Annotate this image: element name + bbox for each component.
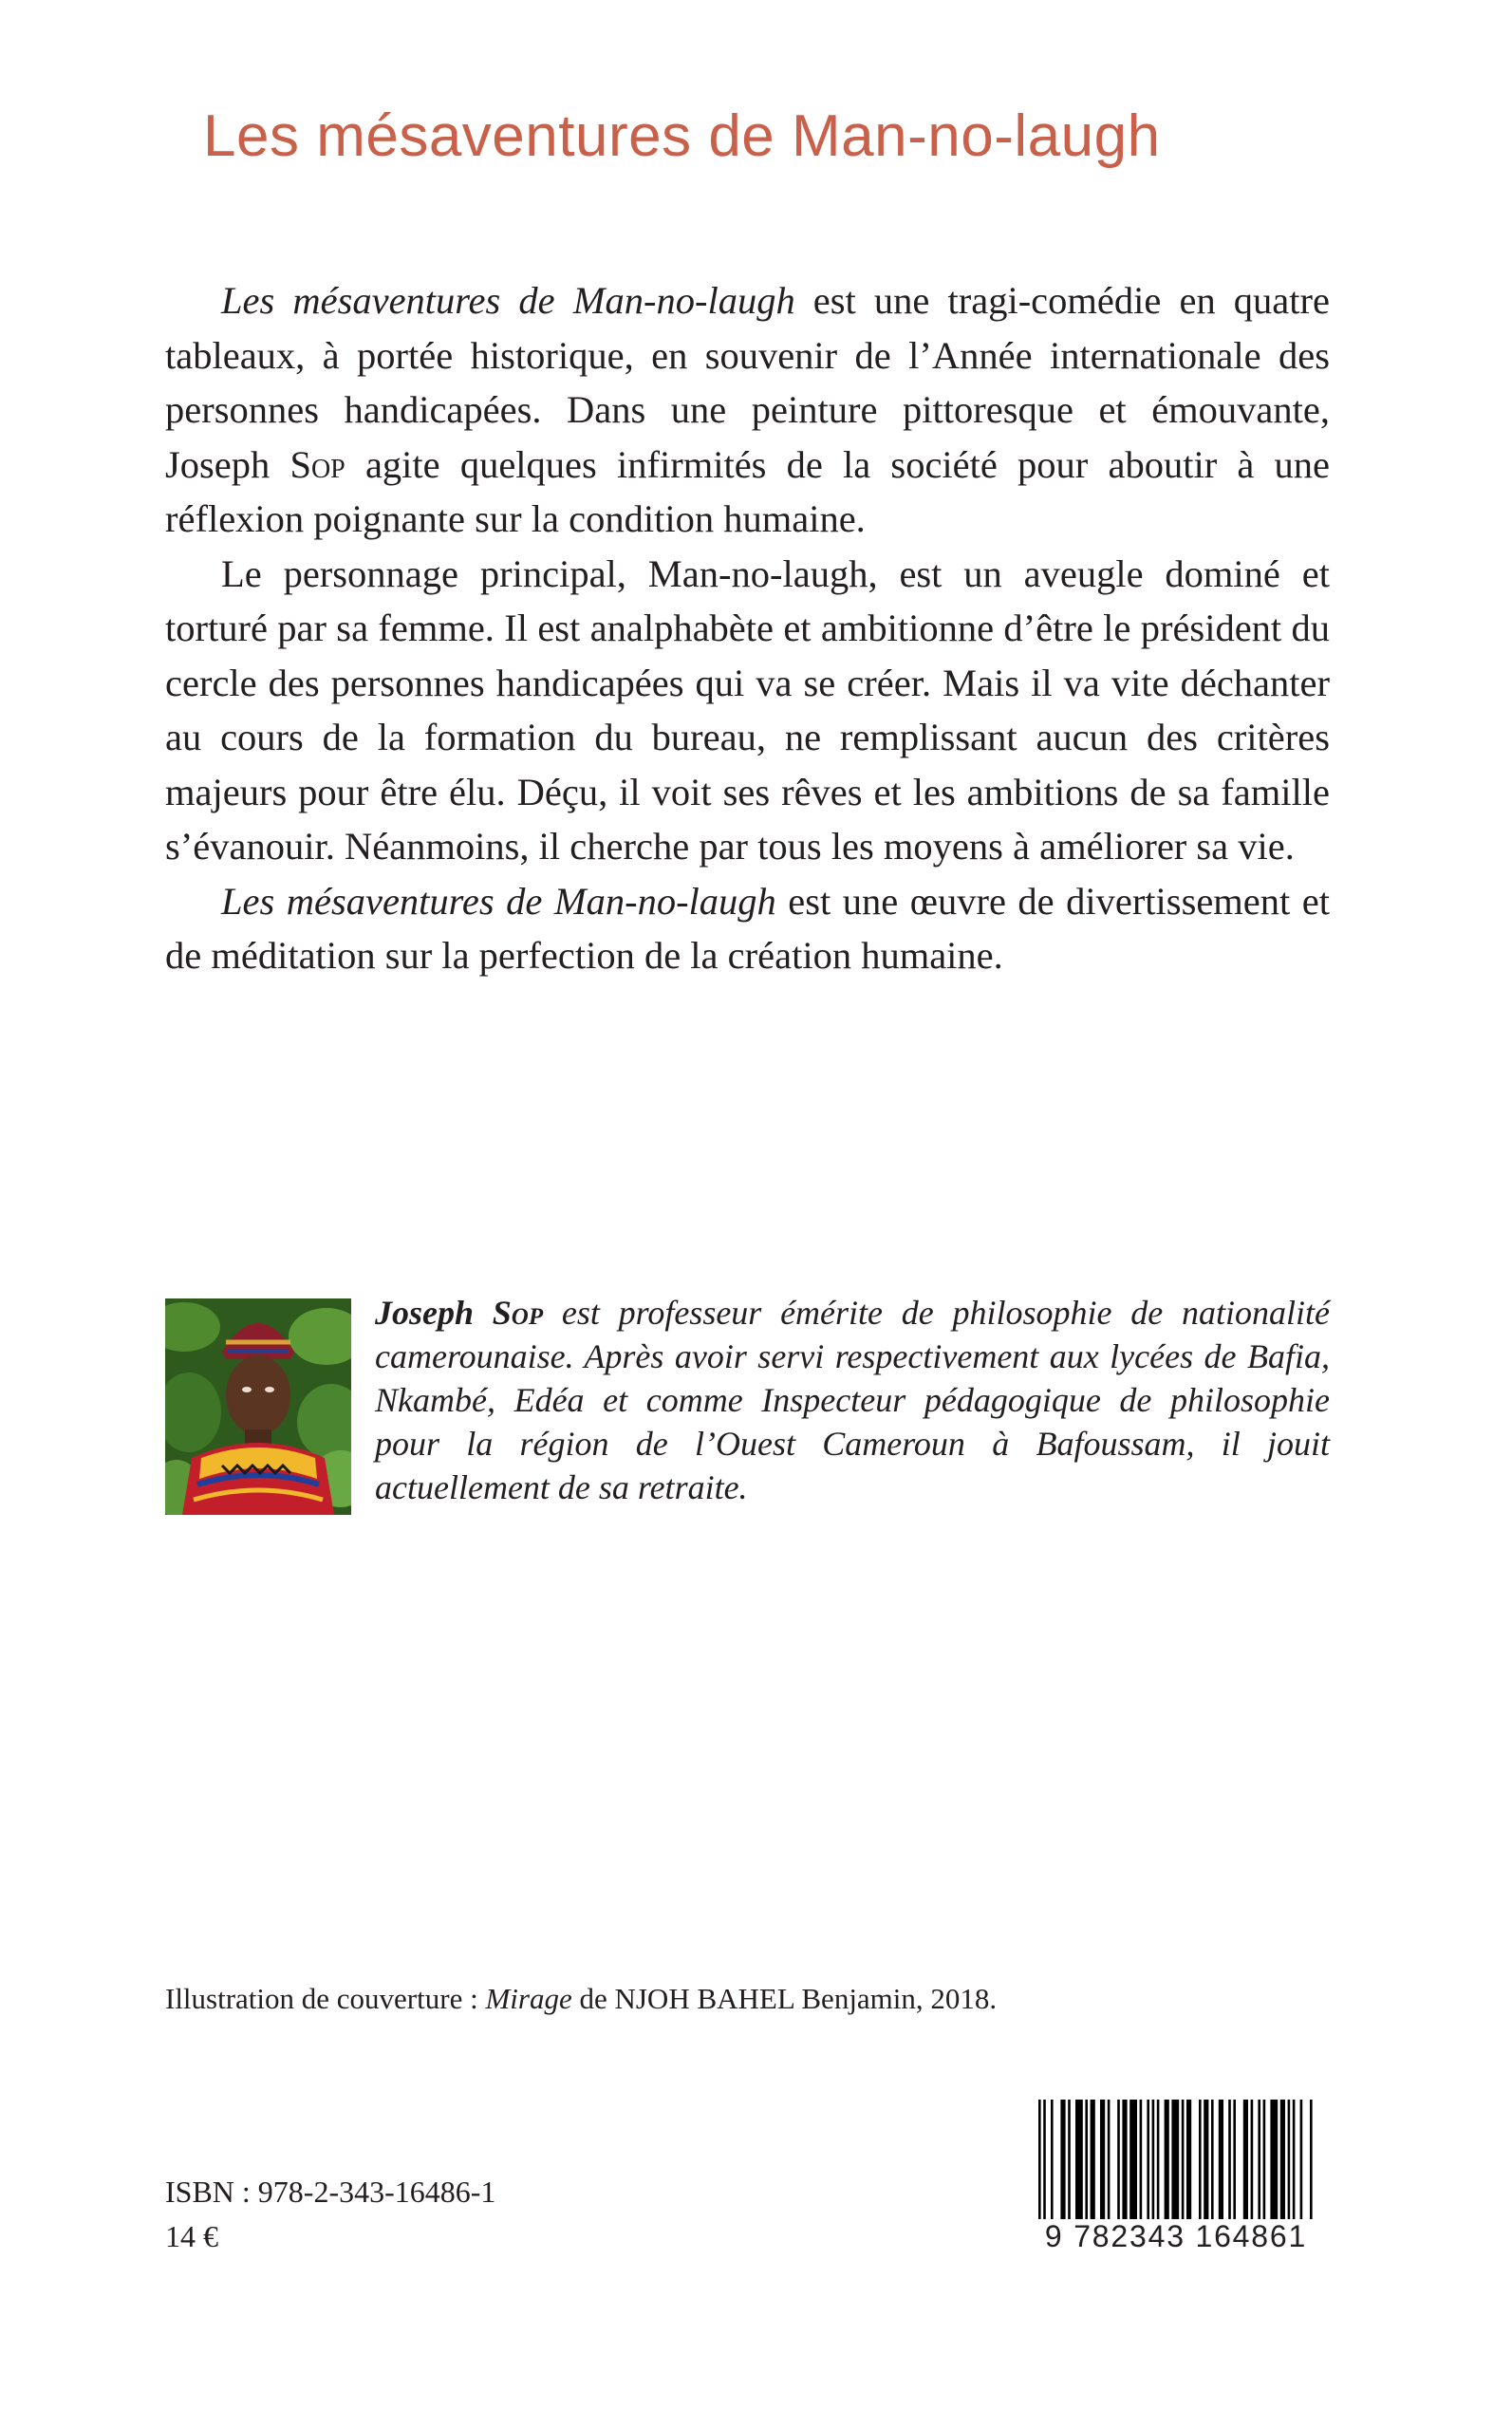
credit-work-title: Mirage [485, 1982, 572, 2015]
barcode-bar [1270, 2100, 1278, 2219]
barcode-bar [1060, 2100, 1065, 2219]
barcode-bar [1108, 2100, 1111, 2219]
book-title-italic: Les mésaventures de Man-no-laugh [221, 279, 795, 322]
cover-illustration-credit [165, 1982, 997, 2016]
blurb-text: est une œuvre de divertissement et de méditation sur la perfection de la création humaine. [165, 879, 1330, 977]
barcode-bar [1219, 2100, 1223, 2219]
barcode-bars [1031, 2100, 1321, 2219]
credit-suffix: de NJOH BAHEL Benjamin, 2018. [571, 1982, 998, 2015]
barcode-bar [1288, 2100, 1291, 2219]
blurb-paragraph-2: Le personnage principal, Man-no-laugh, est un aveugle dominé et torturé par sa femme. Il est analphabète et ambitionne d’être le président du cercle des personnes handicapées qui va se créer. Mais il va vite déchanter au cours de la formation du bureau, ne remplissant aucun des critères majeurs pour être élu. Déçu, il voit ses rêves et les ambitions de sa famille s’évanouir. Néanmoins, il cherche par tous les moyens à améliorer sa vie. [165, 551, 1330, 868]
book-title-italic: Les mésaventures de Man-no-laugh [221, 879, 776, 923]
blurb-text: agite quelques infirmités de la société pour aboutir à une réflexion poignante sur la condition humaine. [165, 442, 1330, 540]
author-bio-text: est professeur émérite de philosophie de nationalité camerounaise. Après avoir servi respectivement aux lycées de Bafia, Nkambé, Edéa et comme Inspecteur pédagogique de philosophie pour la région de l’Ouest Cameroun à Bafoussam, il jouit actuellement de sa retraite. [375, 1294, 1330, 1506]
barcode-bar [1152, 2100, 1155, 2219]
blurb-paragraph-1 [165, 273, 1330, 547]
price: 14 € [165, 2219, 218, 2253]
barcode-bar [1258, 2100, 1260, 2219]
barcode-bar [1243, 2100, 1248, 2219]
barcode-bar [1293, 2100, 1296, 2219]
book-blurb [165, 273, 1330, 983]
isbn: ISBN : 978-2-343-16486-1 [165, 2175, 496, 2209]
barcode [1031, 2100, 1321, 2253]
barcode-digits: 9 782343 164861 [1044, 2219, 1308, 2253]
back-cover-title: Les mésaventures de Man-no-laugh [203, 103, 1161, 169]
barcode-bar [1043, 2100, 1046, 2219]
barcode-bar [1122, 2100, 1127, 2219]
barcode-bar [1140, 2100, 1143, 2219]
barcode-bar [1300, 2100, 1303, 2219]
barcode-bar [1263, 2100, 1266, 2219]
barcode-bar [1199, 2100, 1202, 2219]
author-surname: Sop [289, 442, 345, 486]
author-bio [375, 1291, 1330, 1509]
author-first-name: Joseph [375, 1294, 493, 1332]
barcode-bar [1068, 2100, 1071, 2219]
barcode-bar [1211, 2100, 1214, 2219]
barcode-bar [1075, 2100, 1083, 2219]
barcode-bar [1228, 2100, 1231, 2219]
barcode-bar [1100, 2100, 1105, 2219]
barcode-bar [1186, 2100, 1191, 2219]
blurb-paragraph-3 [165, 874, 1330, 983]
barcode-bar [1051, 2100, 1054, 2219]
author-last-name: Sop [492, 1294, 544, 1332]
barcode-bar [1165, 2100, 1169, 2219]
barcode-bar [1251, 2100, 1254, 2219]
barcode-bar [1280, 2100, 1285, 2219]
barcode-bar [1129, 2100, 1137, 2219]
barcode-bar [1157, 2100, 1160, 2219]
barcode-bar [1310, 2100, 1313, 2219]
barcode-bar [1171, 2100, 1179, 2219]
barcode-bar [1182, 2100, 1185, 2219]
barcode-bar [1091, 2100, 1095, 2219]
barcode-bar [1085, 2100, 1088, 2219]
barcode-bar [1117, 2100, 1120, 2219]
credit-prefix: Illustration de couverture : [165, 1982, 486, 2015]
barcode-bar [1038, 2100, 1041, 2219]
author-photo [165, 1298, 351, 1515]
barcode-bar [1204, 2100, 1208, 2219]
barcode-bar [1147, 2100, 1149, 2219]
blurb-text: est une tragi-comédie en quatre tableaux, à portée historique, en souvenir de l’Année internationale des personnes handicapées. Dans une peinture pittoresque et émouvante, Joseph [165, 279, 1330, 486]
barcode-bar [1233, 2100, 1236, 2219]
